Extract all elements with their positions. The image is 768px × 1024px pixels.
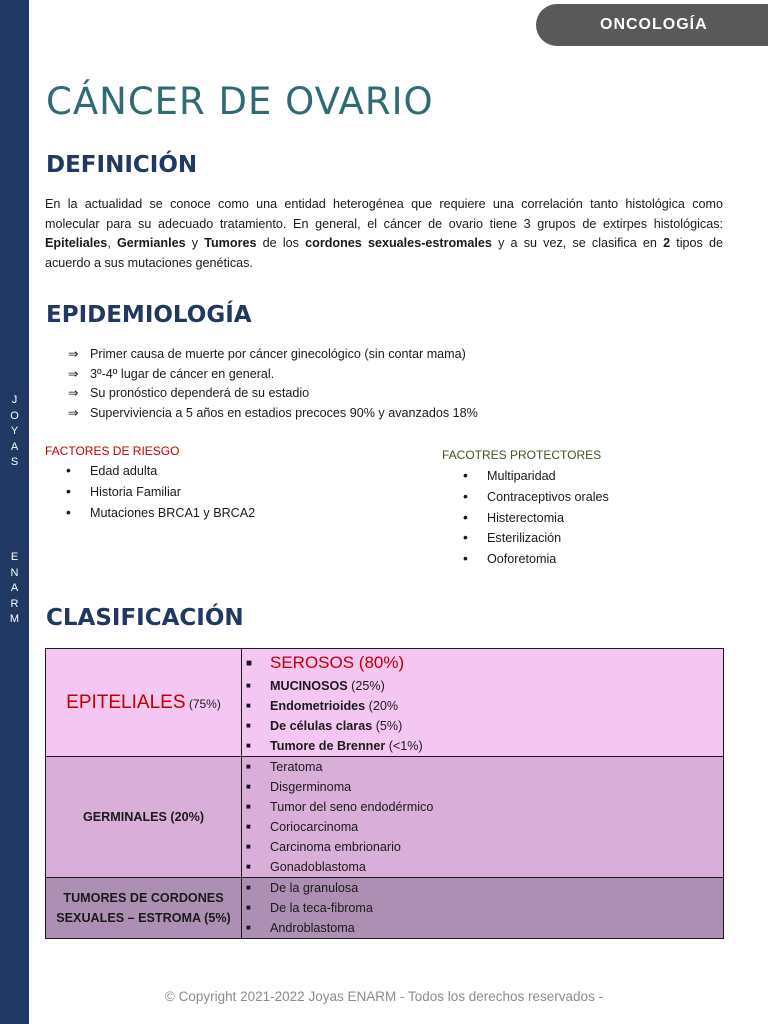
sidebar-letter: N	[10, 566, 19, 579]
list-item	[66, 503, 255, 524]
riesgo-list	[66, 461, 255, 523]
row-label: SEXUALES – ESTROMA (5%)	[56, 911, 231, 925]
list-item-text: Ooforetomia	[487, 552, 557, 567]
clasificacion-table	[45, 648, 724, 939]
list-item	[246, 878, 723, 898]
list-item	[246, 736, 723, 756]
list-item-text: (20%	[365, 699, 399, 713]
list-item-text: (<1%)	[385, 739, 423, 753]
epidemiologia-list	[68, 345, 478, 423]
riesgo-title: FACTORES DE RIESGO	[45, 444, 180, 458]
heading-clasificacion: CLASIFICACIÓN	[46, 605, 244, 631]
table-cell-label	[46, 757, 242, 878]
sidebar-letter: O	[10, 409, 19, 422]
list-item	[246, 676, 723, 696]
bullet-icon: ■	[246, 802, 251, 811]
bullet-icon: ■	[246, 762, 251, 771]
list-item	[246, 837, 723, 857]
list-item	[463, 528, 609, 549]
sidebar	[0, 0, 29, 1024]
table-cell-label	[46, 878, 242, 939]
bullet-icon: •	[66, 503, 71, 520]
page-title: CÁNCER DE OVARIO	[46, 80, 434, 123]
protectores-title: FACOTRES PROTECTORES	[442, 448, 602, 462]
list-item-text: Androblastoma	[270, 921, 355, 935]
bullet-icon: •	[463, 467, 468, 483]
list-item-text: Edad adulta	[90, 464, 158, 478]
list-item	[68, 345, 478, 365]
list-item	[66, 482, 255, 503]
subtype-list	[242, 649, 723, 756]
list-item	[66, 461, 255, 482]
list-item-text: Tumore de Brenner	[270, 739, 386, 753]
arrow-icon: ⇒	[68, 386, 79, 400]
heading-definicion: DEFINICIÓN	[46, 152, 198, 178]
bullet-icon: ■	[246, 903, 251, 912]
row-label: TUMORES DE CORDONES	[63, 891, 224, 905]
list-item-text: Teratoma	[270, 760, 323, 774]
bullet-icon: •	[463, 508, 468, 525]
bullet-icon: •	[66, 462, 71, 478]
bold-text: Epiteliales	[45, 236, 108, 250]
list-item	[246, 918, 723, 938]
list-item-text: De la granulosa	[270, 881, 359, 895]
text: En la actualidad se conoce como una entidad heterogénea que requiere una correlación tanto histológica como molecular para su adecuado tratamiento. En general, el cáncer de ovario tiene 3 grupos de extirpes histológicas:	[45, 197, 723, 231]
table-cell-label	[46, 649, 242, 757]
sidebar-letter: S	[10, 456, 19, 468]
list-item-text: Primer causa de muerte por cáncer ginecológico (sin contar mama)	[90, 347, 466, 361]
bullet-icon: ■	[246, 842, 251, 851]
list-item-text: Superviviencia a 5 años en estadios precoces 90% y avanzados 18%	[90, 405, 478, 420]
list-item-text: Histerectomia	[487, 510, 564, 525]
sidebar-word-enarm	[0, 550, 29, 628]
table-row	[46, 757, 724, 878]
row-label: EPITELIALES	[66, 691, 186, 713]
sidebar-letter: Y	[10, 425, 19, 437]
list-item-text: De la teca-fibroma	[270, 901, 373, 915]
bullet-icon: ■	[246, 721, 251, 730]
list-item-text: Disgerminoma	[270, 780, 352, 794]
list-item-text: Gonadoblastoma	[270, 860, 366, 874]
table-row	[46, 649, 724, 757]
sidebar-letter: J	[11, 394, 18, 406]
bullet-icon: ■	[246, 822, 251, 831]
section-tag: ONCOLOGÍA	[536, 4, 768, 46]
list-item-text: Historia Familiar	[90, 484, 181, 499]
list-item-text: MUCINOSOS	[270, 679, 348, 693]
list-item	[246, 857, 723, 877]
bullet-icon: ■	[246, 923, 251, 932]
arrow-icon: ⇒	[68, 405, 79, 420]
bullet-icon: ■	[246, 681, 251, 690]
bullet-icon: ■	[246, 741, 251, 750]
bullet-icon: •	[463, 550, 468, 567]
text: ,	[107, 236, 117, 250]
list-item	[246, 757, 723, 777]
subtype-list	[242, 757, 723, 877]
bold-text: cordones sexuales-estromales	[305, 236, 492, 250]
list-item	[463, 487, 609, 508]
list-item-text: (25%)	[347, 679, 385, 693]
list-item	[246, 817, 723, 837]
bullet-icon: •	[463, 529, 468, 546]
heading-epidemiologia: EPIDEMIOLOGÍA	[46, 302, 252, 328]
list-item-text: De células claras	[270, 719, 373, 733]
bullet-icon: ■	[246, 701, 251, 710]
list-item	[246, 777, 723, 797]
arrow-icon: ⇒	[68, 347, 79, 361]
arrow-icon: ⇒	[68, 366, 79, 381]
sidebar-letter: M	[9, 613, 20, 625]
bold-text: Germianles	[116, 236, 186, 250]
bullet-icon: •	[66, 482, 71, 499]
list-item-text: Endometrioides	[270, 699, 366, 713]
text: y a su vez, se clasifica en	[491, 236, 664, 250]
sidebar-letter: A	[10, 582, 19, 594]
definicion-paragraph	[45, 195, 723, 273]
bullet-icon: ■	[246, 862, 251, 871]
table-cell-list	[242, 649, 724, 757]
row-label: GERMINALES (20%)	[82, 810, 205, 824]
list-item-text: SEROSOS (80%)	[270, 653, 405, 672]
text: y	[185, 236, 205, 250]
subtype-list	[242, 878, 723, 938]
list-item-text: Esterilización	[487, 531, 562, 546]
protectores-list	[463, 466, 609, 570]
list-item-text: Su pronóstico dependerá de su estadio	[90, 386, 310, 400]
list-item-text: Multiparidad	[487, 469, 556, 483]
row-percent: (75%)	[185, 696, 221, 711]
list-item	[246, 797, 723, 817]
list-item	[463, 549, 609, 570]
list-item	[246, 651, 723, 676]
list-item	[246, 716, 723, 736]
text: tipos de acuerdo a sus mutaciones genéticas.	[45, 236, 724, 270]
table-cell-list	[242, 878, 724, 939]
list-item	[68, 404, 478, 424]
list-item-text: Coriocarcinoma	[270, 820, 359, 834]
list-item	[68, 384, 478, 404]
bold-text: 2	[663, 236, 671, 250]
list-item-text: (5%)	[372, 719, 403, 733]
sidebar-letter: R	[10, 597, 19, 610]
bullet-icon: ■	[246, 658, 253, 669]
list-item-text: Carcinoma embrionario	[270, 840, 401, 854]
list-item	[463, 508, 609, 529]
bullet-icon: ■	[246, 782, 251, 791]
bullet-icon: ■	[246, 883, 251, 892]
text: de los	[256, 236, 306, 250]
list-item	[246, 898, 723, 918]
table-cell-list	[242, 757, 724, 878]
list-item-text: Contraceptivos orales	[487, 489, 609, 504]
list-item-text: 3º-4º lugar de cáncer en general.	[90, 366, 275, 381]
sidebar-letter: A	[10, 440, 19, 453]
list-item	[246, 696, 723, 716]
bullet-icon: •	[463, 487, 468, 504]
list-item-text: Mutaciones BRCA1 y BRCA2	[90, 505, 256, 520]
bold-text: Tumores	[204, 236, 257, 250]
list-item	[463, 466, 609, 487]
sidebar-word-joyas	[0, 393, 29, 471]
footer-copyright: © Copyright 2021-2022 Joyas ENARM - Todos los derechos reservados -	[164, 989, 604, 1004]
list-item	[68, 365, 478, 385]
list-item-text: Tumor del seno endodérmico	[270, 800, 434, 814]
table-row	[46, 878, 724, 939]
sidebar-letter: E	[10, 551, 19, 563]
